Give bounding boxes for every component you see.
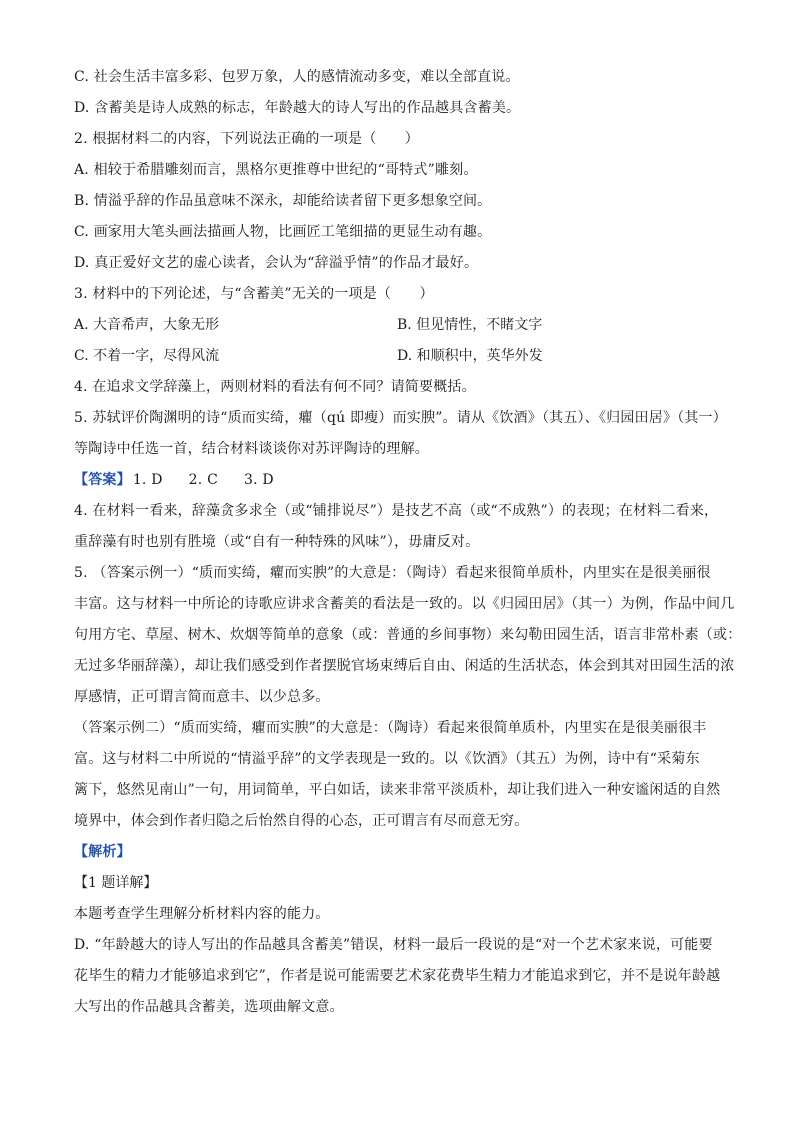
option-d-q2: D. 真正爱好文艺的虚心读者，会认为“辞溢乎情”的作品才最好。 — [74, 255, 479, 271]
answer-items — [133, 472, 300, 488]
answer-item-2: 2. C — [188, 472, 218, 488]
option-d-q1: D. 含蓄美是诗人成熟的标志，年龄越大的诗人写出的作品越具含蓄美。 — [74, 100, 521, 116]
answer-5-example1-line-5: 厚感情，正可谓言简而意丰、以少总多。 — [74, 689, 330, 705]
answer-4-line-2: 重辞藻有时也别有胜境（或“自有一种特殊的风味”），毋庸反对。 — [74, 534, 480, 550]
answer-5-example1-line-2: 丰富。这与材料一中所论的诗歌应讲求含蓄美的看法是一致的。以《归园田居》（其一）为例，作品中间几 — [74, 596, 735, 612]
q3-options-row-2 — [74, 341, 734, 372]
option-b-q3: B. 但见情性，不睹文字 — [397, 317, 543, 333]
detail-1-heading: 【1 题详解】 — [74, 875, 158, 891]
detail-line-4: 大写出的作品越具含蓄美，选项曲解文意。 — [74, 999, 344, 1015]
answer-line — [74, 465, 734, 496]
option-b-q2: B. 情溢乎辞的作品虽意味不深永，却能给读者留下更多想象空间。 — [74, 193, 492, 209]
question-3: 3. 材料中的下列论述，与“含蓄美”无关的一项是（ ） — [74, 286, 434, 302]
detail-line-2: D. “年龄越大的诗人写出的作品越具含蓄美”错误，材料一最后一段说的是“对一个艺术家来说，可能要 — [74, 937, 713, 953]
answer-tag: 【答案】 — [74, 472, 131, 488]
answer-item-1: 1. D — [132, 472, 163, 488]
answer-4-line-1: 4. 在材料一看来，辞藻贪多求全（或“铺排说尽”）是技艺不高（或“不成熟”）的表现；在材料二看来， — [74, 503, 719, 519]
question-2: 2. 根据材料二的内容，下列说法正确的一项是（ ） — [74, 131, 420, 147]
document-page — [74, 62, 742, 1023]
option-c-q2: C. 画家用大笔头画法描画人物，比画匠工笔细描的更显生动有趣。 — [74, 224, 492, 240]
question-5-cont: 等陶诗中任选一首，结合材料谈谈你对苏评陶诗的理解。 — [74, 441, 429, 457]
analysis-heading — [74, 837, 734, 868]
detail-line-3: 花毕生的精力才能够追求到它”，作者是说可能需要艺术家花费毕生精力才能追求到它，并不是说年龄越 — [74, 968, 721, 984]
question-4: 4. 在追求文学辞藻上，两则材料的看法有何不同？请简要概括。 — [74, 379, 476, 395]
option-a-q2: A. 相较于希腊雕刻而言，黑格尔更推尊中世纪的“哥特式”雕刻。 — [74, 162, 478, 178]
answer-5-example2-line-2: 富。这与材料二中所说的“情溢乎辞”的文学表现是一致的。以《饮酒》（其五）为例，诗中有“采菊东 — [74, 751, 700, 767]
answer-5-example2-line-4: 境界中，体会到作者归隐之后怡然自得的心态，正可谓言有尽而意无穷。 — [74, 813, 529, 829]
q3-options-row-1 — [74, 310, 734, 341]
question-5: 5. 苏轼评价陶渊明的诗“质而实绮，癯（qú 即瘦）而实腴”。请从《饮酒》（其五）、《归园田居》（其一） — [74, 410, 727, 426]
option-c-q3: C. 不着一字，尽得风流 — [74, 348, 220, 364]
detail-line-1: 本题考查学生理解分析材料内容的能力。 — [74, 906, 330, 922]
answer-5-example2-line-1: （答案示例二）“质而实绮，癯而实腴”的大意是：（陶诗）看起来很简单质朴，内里实在是很美丽很丰 — [74, 720, 707, 736]
answer-5-example1-line-1: 5. （答案示例一）“质而实绮，癯而实腴”的大意是：（陶诗）看起来很简单质朴，内里实在是很美丽很 — [74, 565, 711, 581]
answer-5-example2-line-3: 篱下，悠然见南山”一句，用词简单，平白如话，读来非常平淡质朴，却让我们进入一种安谧闲适的自然 — [74, 782, 721, 798]
answer-item-3: 3. D — [243, 472, 274, 488]
option-c-q1: C. 社会生活丰富多彩、包罗万象，人的感情流动多变，难以全部直说。 — [74, 69, 520, 85]
answer-5-example1-line-4: 无过多华丽辞藻），却让我们感受到作者摆脱官场束缚后自由、闲适的生活状态，体会到其对田园生活的浓 — [74, 658, 735, 674]
analysis-tag: 【解析】 — [74, 844, 131, 860]
option-a-q3: A. 大音希声，大象无形 — [74, 317, 220, 333]
option-d-q3: D. 和顺积中，英华外发 — [397, 348, 543, 364]
answer-5-example1-line-3: 句用方宅、草屋、树木、炊烟等简单的意象（或：普通的乡间事物）来勾勒田园生活，语言非常朴素（或： — [74, 627, 742, 643]
